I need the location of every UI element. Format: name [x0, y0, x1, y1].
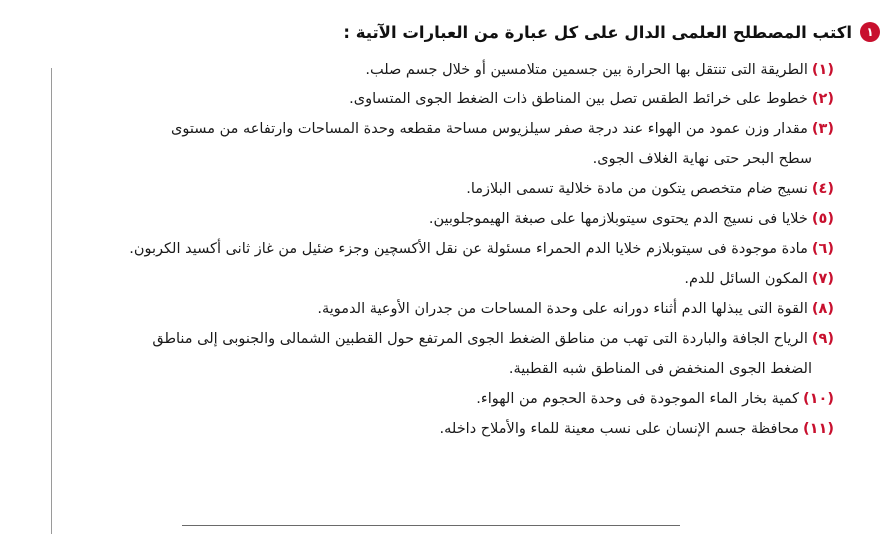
item-10 — [476, 386, 834, 412]
item-number: (٦) — [811, 241, 834, 257]
item-text: كمية بخار الماء الموجودة فى وحدة الحجوم من الهواء. — [476, 391, 800, 407]
item-3 — [171, 116, 834, 142]
item-text: الطريقة التى تنتقل بها الحرارة بين جسمين متلامسين أو خلال جسم صلب. — [365, 62, 808, 78]
item-number: (٧) — [811, 271, 834, 287]
item-number: (٢) — [811, 91, 834, 107]
item-8 — [317, 296, 834, 322]
item-text: الرياح الجافة والباردة التى تهب من مناطق الضغط الجوى المرتفع حول القطبين الشمالى والجنوبى إلى مناطق — [152, 331, 808, 347]
item-11 — [440, 416, 834, 442]
item-text: القوة التى يبذلها الدم أثناء دورانه على وحدة المساحات من جدران الأوعية الدموية. — [317, 301, 808, 317]
item-number: (١٠) — [803, 391, 834, 407]
item-text: مقدار وزن عمود من الهواء عند درجة صفر سيلزيوس مساحة مقطعه وحدة المساحات وارتفاعه من مستوى — [171, 121, 808, 137]
item-text: خطوط على خرائط الطقس تصل بين المناطق ذات الضغط الجوى المتساوى. — [349, 91, 808, 107]
item-1 — [365, 57, 834, 83]
item-2 — [349, 86, 834, 112]
item-6 — [129, 236, 834, 262]
item-text: مادة موجودة فى سيتوبلازم خلايا الدم الحمراء مسئولة عن نقل الأكسچين وجزء ضئيل من غاز ثانى أكسيد الكربون. — [129, 241, 808, 257]
item-number: (٥) — [811, 211, 834, 227]
item-number: (٤) — [811, 181, 834, 197]
item-9-continuation: الضغط الجوى المنخفض فى المناطق شبه القطبية. — [508, 361, 812, 377]
item-number: (١) — [811, 62, 834, 78]
item-number: (٨) — [811, 301, 834, 317]
item-9 — [152, 326, 834, 352]
question-number-badge: ١ — [860, 22, 880, 42]
item-text: خلايا فى نسيج الدم يحتوى سيتوبلازمها على صبغة الهيموجلوبين. — [428, 211, 808, 227]
question-title: اكتب المصطلح العلمى الدال على كل عبارة من العبارات الآتية : — [343, 22, 852, 42]
item-text: المكون السائل للدم. — [684, 271, 808, 287]
item-4 — [466, 176, 834, 202]
item-5 — [429, 206, 834, 232]
item-3-continuation: سطح البحر حتى نهاية الغلاف الجوى. — [592, 151, 812, 167]
item-number: (٣) — [811, 121, 834, 137]
item-number: (١١) — [803, 421, 834, 437]
question-header — [343, 18, 880, 46]
margin-line — [51, 68, 52, 534]
item-text: نسيج ضام متخصص يتكون من مادة خلالية تسمى البلازما. — [466, 181, 808, 197]
item-number: (٩) — [811, 331, 834, 347]
item-7 — [684, 266, 834, 292]
bottom-rule — [182, 525, 680, 526]
item-text: محافظة جسم الإنسان على نسب معينة للماء والأملاح داخله. — [439, 421, 800, 437]
